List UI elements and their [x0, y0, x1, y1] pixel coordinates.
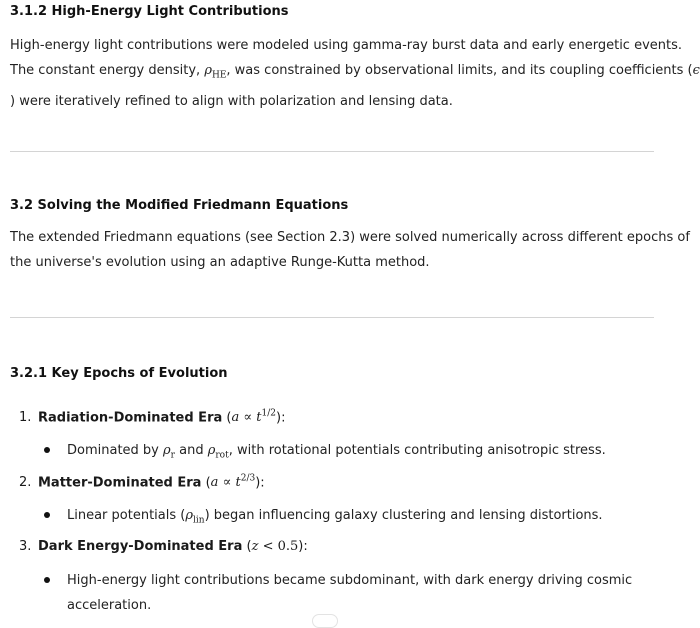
paren-close: ):	[276, 410, 286, 426]
redshift-bound: < 0.5	[258, 539, 299, 554]
paragraph-text: , was constrained by observational limits, and its coupling coefficients (	[226, 63, 693, 78]
scale-factor-relation	[211, 475, 256, 490]
rho-glyph: ρ	[185, 508, 193, 523]
rho-subscript: r	[170, 450, 175, 461]
time-symbol: t	[256, 410, 262, 426]
epoch-title: Dark Energy-Dominated Era	[38, 539, 243, 554]
section-divider	[10, 317, 654, 318]
paragraph-line: ) were iteratively refined to align with polarization and lensing data.	[10, 93, 453, 109]
rho-glyph: ρ	[207, 443, 216, 458]
exponent: 1/2	[261, 409, 277, 419]
rho-r-symbol	[163, 443, 175, 461]
epsilon-symbol: ϵ	[692, 63, 700, 78]
paragraph-line: High-energy light contributions were modeled using gamma-ray burst data and early energetic events.	[10, 38, 683, 53]
paren-open: (	[222, 410, 232, 426]
bullet-text-part: , with rotational potentials contributing anisotropic stress.	[228, 443, 606, 458]
paren-open: (	[201, 475, 211, 491]
bullet-text-part: Linear potentials (	[67, 508, 186, 523]
section-heading-3-2-1: 3.2.1 Key Epochs of Evolution	[10, 366, 228, 381]
scale-factor-symbol: a	[231, 410, 240, 426]
proportional-symbol: ∝	[239, 410, 257, 426]
bullet-text-part: ) began influencing galaxy clustering and lensing distortions.	[204, 508, 603, 523]
epoch-bullet-3	[44, 568, 644, 618]
paragraph-line: the universe's evolution using an adaptive Runge-Kutta method.	[10, 255, 430, 270]
bullet-text	[67, 503, 644, 534]
scale-factor-relation	[231, 410, 276, 425]
section-heading-3-2: 3.2 Solving the Modified Friedmann Equations	[10, 198, 349, 213]
rho-subscript: HE	[211, 70, 227, 81]
rho-glyph: ρ	[204, 63, 212, 78]
epoch-list-item-1	[19, 409, 285, 425]
redshift-symbol: z	[251, 539, 259, 554]
section-heading-3-1-2: 3.1.2 High-Energy Light Contributions	[10, 4, 289, 19]
paragraph-line	[10, 58, 700, 89]
rho-subscript: lin	[193, 515, 205, 526]
rho-glyph: ρ	[163, 443, 171, 458]
bullet-dot	[44, 577, 50, 583]
section-divider	[10, 151, 654, 152]
scale-factor-symbol: a	[210, 475, 219, 491]
bullet-text	[67, 568, 644, 618]
rho-subscript: rot	[215, 450, 229, 461]
epoch-title: Radiation-Dominated Era	[38, 410, 223, 426]
list-number: 1.	[19, 410, 32, 426]
bullet-text	[67, 438, 644, 469]
time-symbol: t	[235, 475, 241, 491]
paragraph-line: The extended Friedmann equations (see Section 2.3) were solved numerically across different epochs of	[10, 230, 690, 245]
bullet-dot	[44, 447, 50, 453]
bullet-text-part: Dominated by	[67, 443, 164, 458]
section-3-2-paragraph	[10, 225, 690, 275]
paren-close: ):	[255, 475, 265, 491]
epoch-list-item-3	[19, 539, 308, 554]
epoch-list-item-2	[19, 474, 265, 490]
list-number: 3.	[19, 539, 32, 554]
paren-open: (	[242, 539, 252, 554]
rho-lin-symbol	[185, 508, 205, 526]
scroll-to-bottom-button[interactable]	[312, 614, 338, 628]
rho-he-symbol	[204, 63, 227, 81]
redshift-relation	[252, 539, 299, 554]
bullet-text-line: High-energy light contributions became subdominant, with dark energy driving cosmic	[67, 573, 633, 588]
bullet-text-part: and	[174, 443, 208, 458]
bullet-dot	[44, 512, 50, 518]
epoch-bullet-1	[44, 438, 644, 469]
proportional-symbol: ∝	[218, 475, 236, 491]
epoch-title: Matter-Dominated Era	[38, 475, 202, 491]
paragraph-text: The constant energy density,	[10, 63, 205, 78]
epoch-bullet-2	[44, 503, 644, 534]
section-3-1-2-paragraph	[10, 33, 700, 114]
paren-close: ):	[298, 539, 308, 554]
list-number: 2.	[19, 475, 32, 491]
bullet-text-line: acceleration.	[67, 598, 152, 613]
exponent: 2/3	[240, 474, 256, 484]
rho-rot-symbol	[207, 443, 229, 461]
